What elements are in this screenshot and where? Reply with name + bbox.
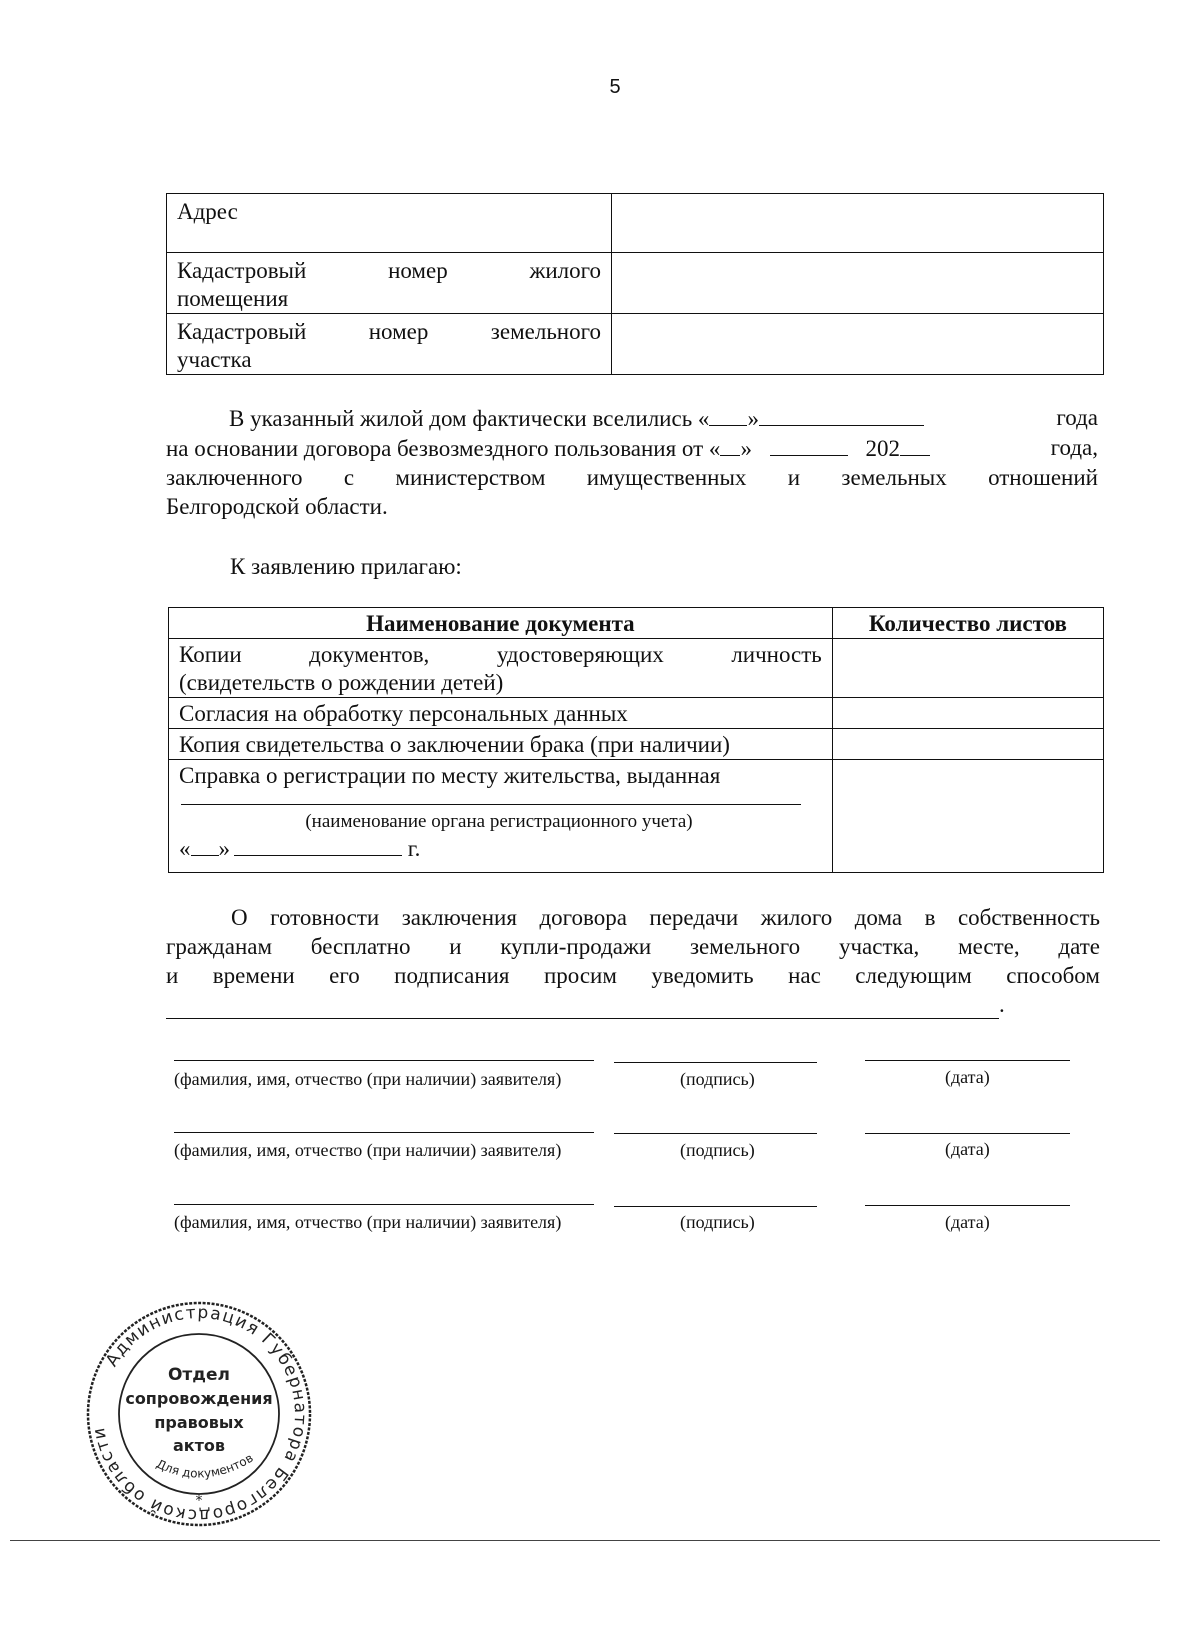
dwelling-cadastral-value-cell <box>611 253 1103 314</box>
notification-word: передачи <box>649 905 739 930</box>
notification-line <box>166 903 1100 932</box>
contract-year-prefix: 202 <box>865 436 900 461</box>
year-word: года <box>1056 405 1098 430</box>
notification-word: заключения <box>401 905 517 930</box>
address-label-cell <box>167 194 612 253</box>
notification-line <box>166 932 1100 961</box>
notification-word: подписания <box>394 963 510 988</box>
ministry-word: заключенного <box>166 465 303 490</box>
applicant-name-caption: (фамилия, имя, отчество (при наличии) заявителя) <box>174 1140 562 1160</box>
notification-word: дома <box>854 905 903 930</box>
land-cadastral-word: Кадастровый <box>177 319 307 344</box>
doc-row-registration <box>169 760 833 873</box>
doc-row-word: документов, <box>309 642 430 667</box>
doc-name-header: Наименование документа <box>169 608 833 639</box>
notification-word: просим <box>543 963 617 988</box>
doc-row-word: удостоверяющих <box>496 642 664 667</box>
page-number: 5 <box>609 76 621 98</box>
notification-word: уведомить <box>651 963 754 988</box>
ministry-word: с <box>343 465 355 490</box>
land-cadastral-word: земельного <box>490 319 601 344</box>
month-blank <box>759 403 924 426</box>
stamp-star: * <box>195 1493 203 1509</box>
date-line <box>865 1060 1070 1061</box>
ministry-word: министерством <box>395 465 546 490</box>
notification-line <box>166 961 1100 990</box>
contract-day-blank <box>720 433 740 456</box>
date-caption: (дата) <box>945 1067 990 1087</box>
notification-word: готовности <box>270 905 380 930</box>
documents-table <box>168 607 1104 873</box>
ministry-word: отношений <box>988 465 1098 490</box>
dwelling-cadastral-word: номер <box>388 258 448 283</box>
date-quote-close: » <box>218 836 230 861</box>
sheet-count-cell <box>832 639 1103 698</box>
doc-row-word: личность <box>731 642 822 667</box>
applicant-name-line <box>174 1132 594 1133</box>
notification-word: в <box>924 905 936 930</box>
move-in-paragraph <box>166 403 1098 521</box>
doc-row-marriage: Копия свидетельства о заключении брака (при наличии) <box>169 729 833 760</box>
sheet-count-cell <box>832 729 1103 760</box>
doc-row-word: Копии <box>179 642 242 667</box>
land-cadastral-label-cell <box>167 314 612 375</box>
notification-paragraph <box>166 903 1100 1019</box>
notification-word: жилого <box>760 905 833 930</box>
move-in-quote-close: » <box>747 406 759 431</box>
applicant-name-caption: (фамилия, имя, отчество (при наличии) заявителя) <box>174 1069 562 1089</box>
signature-line <box>614 1133 817 1134</box>
ministry-word: имущественных <box>586 465 747 490</box>
notification-word: месте, <box>958 934 1020 959</box>
stamp-bottom-text: Для документов <box>154 1450 256 1481</box>
move-in-text: В указанный жилой дом фактически вселились « <box>229 406 710 431</box>
stamp-outer-text: Администрация Губернатора Белгородской области <box>88 1302 311 1526</box>
address-label: Адрес <box>177 199 238 224</box>
notification-word: участка, <box>838 934 920 959</box>
date-quote-open: « <box>179 836 191 861</box>
date-month-blank <box>234 837 402 856</box>
notification-word: договора <box>539 905 627 930</box>
date-day-blank <box>191 837 219 856</box>
notification-word: земельного <box>689 934 801 959</box>
region-line: Белгородской области. <box>166 494 388 519</box>
signature-line <box>614 1206 817 1207</box>
dwelling-cadastral-cont: помещения <box>177 286 289 311</box>
applicant-name-caption: (фамилия, имя, отчество (при наличии) заявителя) <box>174 1212 562 1232</box>
notification-word: дате <box>1058 934 1100 959</box>
land-cadastral-value-cell <box>611 314 1103 375</box>
sheet-count-cell <box>832 698 1103 729</box>
ministry-word: земельных <box>841 465 947 490</box>
date-line <box>865 1205 1070 1206</box>
notification-word: и <box>449 934 462 959</box>
notification-word: нас <box>788 963 821 988</box>
applicant-name-line <box>174 1060 594 1061</box>
doc-row-consent: Согласия на обработку персональных данных <box>169 698 833 729</box>
stamp-line-2: сопровождения <box>125 1389 273 1408</box>
notification-word: бесплатно <box>310 934 411 959</box>
year-word-2: года, <box>1050 435 1098 460</box>
notification-word: способом <box>1006 963 1100 988</box>
contract-year-blank <box>900 433 930 456</box>
date-caption: (дата) <box>945 1212 990 1232</box>
ministry-word: и <box>787 465 801 490</box>
address-value-cell <box>611 194 1103 253</box>
official-stamp <box>85 1300 313 1528</box>
contract-month-blank <box>770 433 848 456</box>
land-cadastral-word: номер <box>368 319 429 344</box>
sheet-count-header: Количество листов <box>832 608 1103 639</box>
dwelling-cadastral-label-cell <box>167 253 612 314</box>
doc-row-cont: (свидетельств о рождении детей) <box>179 670 504 695</box>
stamp-line-3: правовых <box>154 1413 244 1432</box>
notification-word: собственность <box>957 905 1100 930</box>
sheet-count-cell <box>832 760 1103 873</box>
notification-word: и <box>166 963 179 988</box>
registration-text: Справка о регистрации по месту жительства, выданная <box>179 763 721 788</box>
date-caption: (дата) <box>945 1139 990 1159</box>
notification-word: следующим <box>855 963 972 988</box>
signature-caption: (подпись) <box>680 1212 755 1232</box>
land-cadastral-cont: участка <box>177 347 252 372</box>
dwelling-cadastral-word: жилого <box>529 258 601 283</box>
footer-rule <box>10 1540 1160 1541</box>
registration-date-line <box>179 835 822 863</box>
doc-row-identity <box>169 639 833 698</box>
notification-method-blank <box>166 1004 999 1019</box>
contract-text: на основании договора безвозмездного пользования от « <box>166 436 721 461</box>
registration-authority-caption: (наименование органа регистрационного учета) <box>305 811 693 832</box>
date-line <box>865 1133 1070 1134</box>
notification-word: времени <box>212 963 295 988</box>
date-suffix: г. <box>407 836 421 861</box>
stamp-line-1: Отдел <box>167 1365 231 1385</box>
notification-word: купли-продажи <box>500 934 652 959</box>
signature-caption: (подпись) <box>680 1069 755 1089</box>
applicant-name-line <box>174 1204 594 1205</box>
stamp-line-4: актов <box>172 1436 226 1455</box>
notification-end: . <box>999 992 1005 1017</box>
dwelling-cadastral-word: Кадастровый <box>177 258 307 283</box>
signature-line <box>614 1062 817 1063</box>
notification-word: его <box>329 963 360 988</box>
property-info-table <box>166 193 1104 375</box>
notification-word: гражданам <box>166 934 273 959</box>
ministry-line <box>166 463 1098 492</box>
contract-quote-close: » <box>740 436 752 461</box>
day-blank <box>709 403 747 426</box>
notification-word: О <box>231 905 248 930</box>
attach-intro: К заявлению прилагаю: <box>230 554 462 579</box>
registration-authority-line <box>181 790 801 805</box>
signature-caption: (подпись) <box>680 1140 755 1160</box>
